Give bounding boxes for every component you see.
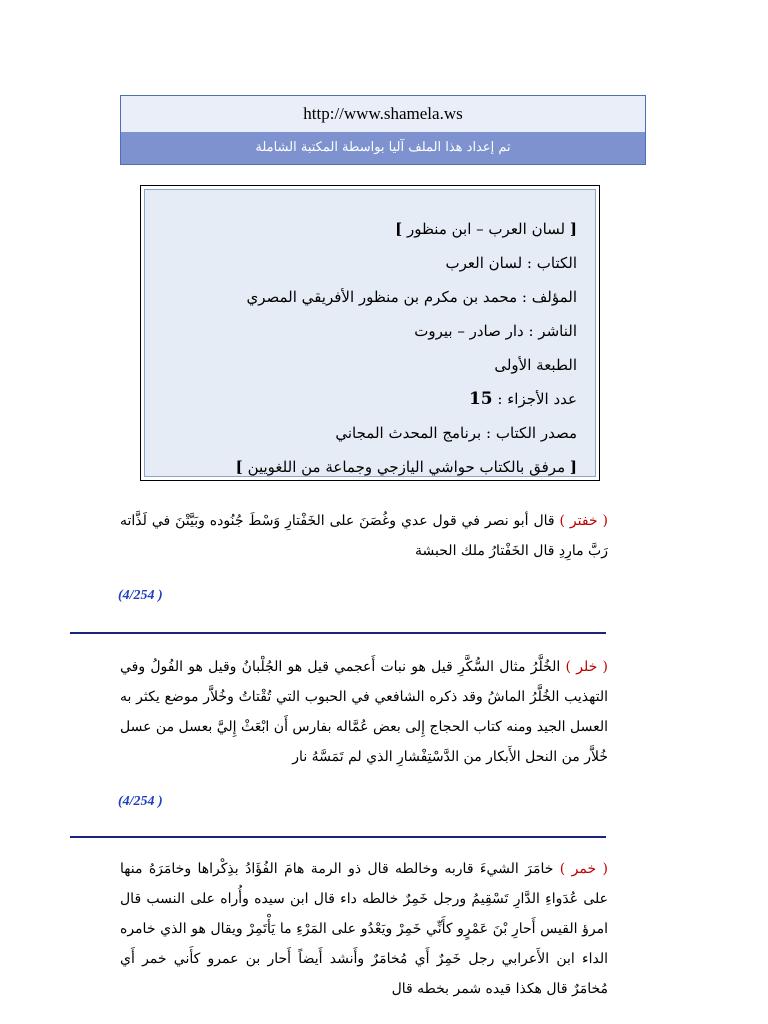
entry-khaftar: [120, 506, 608, 566]
book-info-box: [140, 185, 600, 481]
entry-khalar: [120, 652, 608, 772]
info-note: [145, 450, 577, 484]
generated-note: تم إعداد هذا الملف آليا بواسطة المكتبة الشاملة: [121, 132, 645, 164]
page-reference: (4/254 ): [118, 588, 163, 603]
entry-divider: [70, 836, 606, 838]
info-publisher: الناشر : دار صادر – بيروت: [414, 322, 577, 340]
info-note-text: مرفق بالكتاب حواشي اليازجي وجماعة من اللغويين: [247, 458, 566, 476]
info-source: مصدر الكتاب : برنامج المحدث المجاني: [335, 424, 577, 442]
note-open-bracket: [: [569, 458, 577, 476]
entry-head: ( خفتر ): [559, 513, 609, 529]
info-volumes-value: 15: [468, 389, 493, 409]
info-author: المؤلف : محمد بن مكرم بن منظور الأفريقي المصري: [246, 288, 577, 306]
info-title: [145, 212, 577, 246]
entry-text: الخُلَّرُ مثال السُّكَّرِ قيل هو نبات أَعجمي قيل هو الجُلْبانُ وقيل هو الفُولُ وفي التهذيب الخُلَّرُ الماشُ وقد ذكره الشافعي في الحبوب التي تُقْتاتُ وخُلاَّر موضع يكثر به العسل الجيد ومنه كتاب الحجاج إِلى بعض عُمَّاله بفارس أَن ابْعَثْ إِليَّ بعسل من عسل خُلاَّر من النحل الأَبكار من الدَّسْتِفْشارِ الذي لم تَمَسَّهُ نار: [120, 659, 608, 765]
info-volumes: [145, 382, 577, 416]
entry-khamar: [120, 854, 608, 1014]
entry-divider: [70, 632, 606, 634]
info-edition: الطبعة الأولى: [494, 356, 577, 374]
entry-text: قال أبو نصر في قول عدي وغُصَنَ على الخَفْتارِ وَسْطَ جُنُوده وبَيَّتْنَ في لَذَّاته رَبَّ مارِدِ قال الخَفْتارُ ملك الحبشة: [120, 513, 608, 559]
info-volumes-label: عدد الأجزاء :: [497, 390, 577, 408]
info-book: الكتاب : لسان العرب: [445, 254, 577, 272]
title-open-bracket: [: [569, 220, 577, 238]
book-info-inner: [144, 189, 596, 477]
shamela-banner: [120, 95, 646, 165]
note-close-bracket: ]: [235, 458, 243, 476]
entry-text: خامَرَ الشيءَ قاربه وخالطه قال ذو الرمة هامَ الفُؤَادُ بذِكْراها وخامَرَهُ منها على عُدَواءِ الدَّارِ تَسْقِيمُ ورجل خَمِرٌ خالطه داء قال ابن سيده وأُراه على النسب قال امرؤ القيس أَحارِ بْنَ عَمْرٍو كأَنِّي خَمِرْ ويَعْدُو على المَرْءِ ما يَأْتَمِرْ ويقال هو الذي خامره الداء ابن الأَعرابي رجل خَمِرٌ أَي مُخامَرٌ وأَنشد أَيضاً أَحار بن عمرو كأَني خمر أَي مُخامَرٌ قال هكذا قيده شمر بخطه قال: [120, 861, 608, 997]
site-url-link[interactable]: http://www.shamela.ws: [121, 96, 645, 132]
entry-head: ( خمر ): [559, 861, 608, 877]
entry-head: ( خلر ): [565, 659, 608, 675]
page-reference: (4/254 ): [118, 794, 163, 809]
title-close-bracket: ]: [395, 220, 403, 238]
info-title-text: لسان العرب – ابن منظور: [407, 220, 566, 238]
